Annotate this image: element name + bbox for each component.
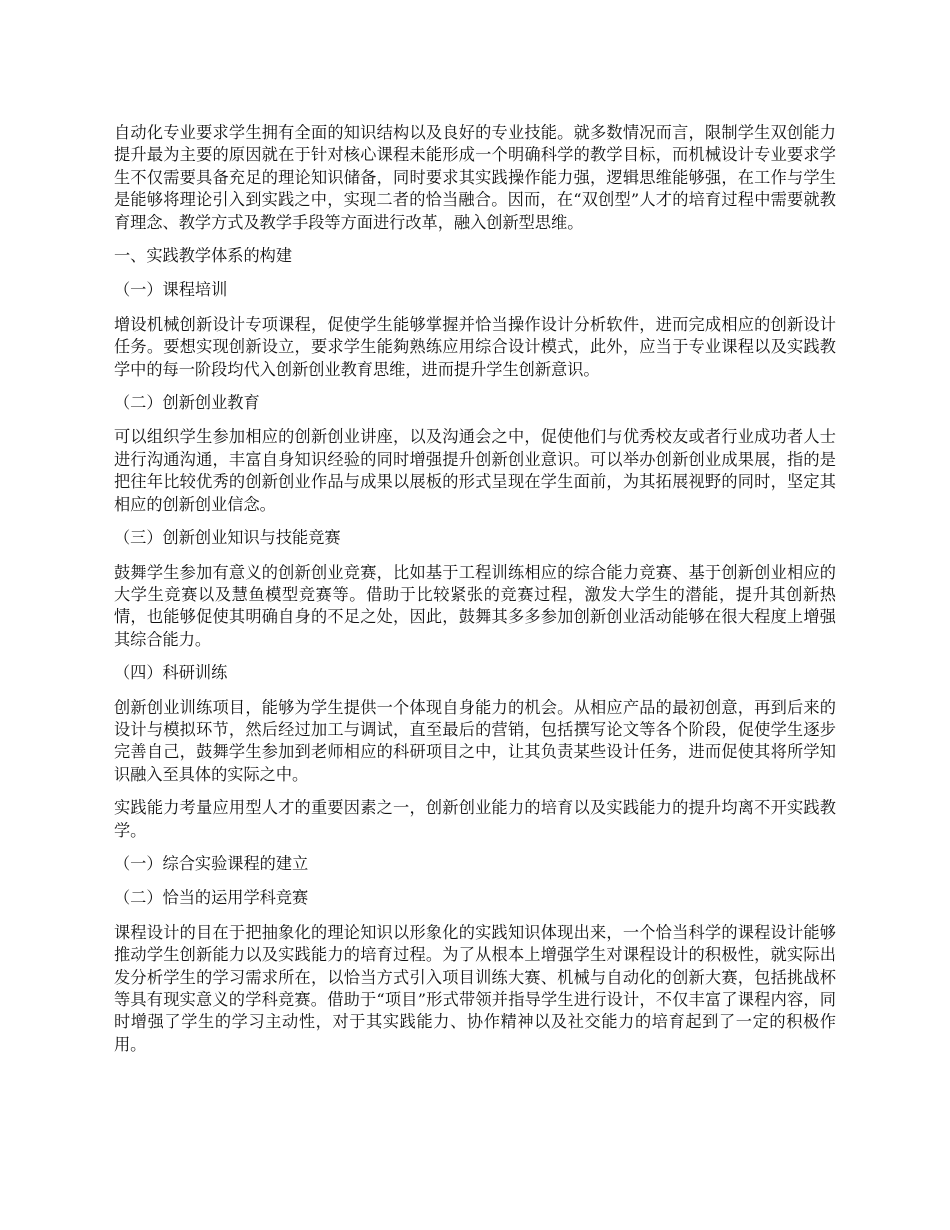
subheading-subject-competitions: （二）恰当的运用学科竞赛 xyxy=(114,888,309,908)
subheading-innovation-education: （二）创新创业教育 xyxy=(114,393,260,413)
paragraph-course-training: 增设机械创新设计专项课程，促使学生能够掌握并恰当操作设计分析软件，进而完成相应的创新设计任务。要想实现创新设立，要求学生能夠熟练应用综合设计模式，此外，应当于专业课程以及实践教学中的每一阶段均代入创新创业教育思维，进而提升学生创新意识。 xyxy=(114,314,836,379)
paragraph-innovation-education: 可以组织学生参加相应的创新创业讲座，以及沟通会之中，促使他们与优秀校友或者行业成功者人士进行沟通沟通，丰富自身知识经验的同时增强提升创新创业意识。可以举办创新创业成果展，指的是把往年比较优秀的创新创业作品与成果以展板的形式呈现在学生面前，为其拓展视野的同时，坚定其相应的创新创业信念。 xyxy=(114,427,836,514)
intro-paragraph: 自动化专业要求学生拥有全面的知识结构以及良好的专业技能。就多数情况而言，限制学生双创能力提升最为主要的原因就在于针对核心课程未能形成一个明确科学的教学目标，而机械设计专业要求学生不仅需要具备充足的理论知识储备，同时要求其实践操作能力强，逻辑思维能够强，在工作与学生是能够将理论引入到实践之中，实现二者的恰当融合。因而，在“双创型”人才的培育过程中需要就教育理念、教学方式及教学手段等方面进行改革，融入创新型思维。 xyxy=(114,123,836,232)
paragraph-practice-ability: 实践能力考量应用型人才的重要因素之一，创新创业能力的培育以及实践能力的提升均离不开实践教学。 xyxy=(114,798,836,840)
paragraph-course-design: 课程设计的目在于把抽象化的理论知识以形象化的实践知识体现出来，一个恰当科学的课程设计能够推动学生创新能力以及实践能力的培育过程。为了从根本上增强学生对课程设计的积极性，就实际出发分析学生的学习需求所在，以恰当方式引入项目训练大赛、机械与自动化的创新大赛，包括挑战杯等具有现实意义的学科竞赛。借助于“项目”形式带领并指导学生进行设计，不仅丰富了课程内容，同时增强了学生的学习主动性，对于其实践能力、协作精神以及社交能力的培育起到了一定的积极作用。 xyxy=(114,922,836,1054)
section-heading-practice-system: 一、实践教学体系的构建 xyxy=(114,246,293,266)
paragraph-research-training: 创新创业训练项目，能够为学生提供一个体现自身能力的机会。从相应产品的最初创意，再到后来的设计与模拟环节，然后经过加工与调试，直至最后的营销，包括撰写论文等各个阶段，促使学生逐步完善自己，鼓舞学生参加到老师相应的科研项目之中，让其负责某些设计任务，进而促使其将所学知识融入至具体的实际之中。 xyxy=(114,697,836,784)
subheading-competitions: （三）创新创业知识与技能竞赛 xyxy=(114,528,341,548)
subheading-lab-courses: （一）综合实验课程的建立 xyxy=(114,853,309,873)
subheading-course-training: （一）课程培训 xyxy=(114,280,228,300)
paragraph-competitions: 鼓舞学生参加有意义的创新创业竞赛，比如基于工程训练相应的综合能力竞赛、基于创新创业相应的大学生竞赛以及慧鱼模型竞赛等。借助于比较紧张的竞赛过程，激发大学生的潜能，提升其创新热情，也能够促使其明确自身的不足之处，因此，鼓舞其多多参加创新创业活动能够在很大程度上增强其综合能力。 xyxy=(114,562,836,649)
subheading-research-training: （四）科研训练 xyxy=(114,663,228,683)
document-page xyxy=(114,122,836,1067)
